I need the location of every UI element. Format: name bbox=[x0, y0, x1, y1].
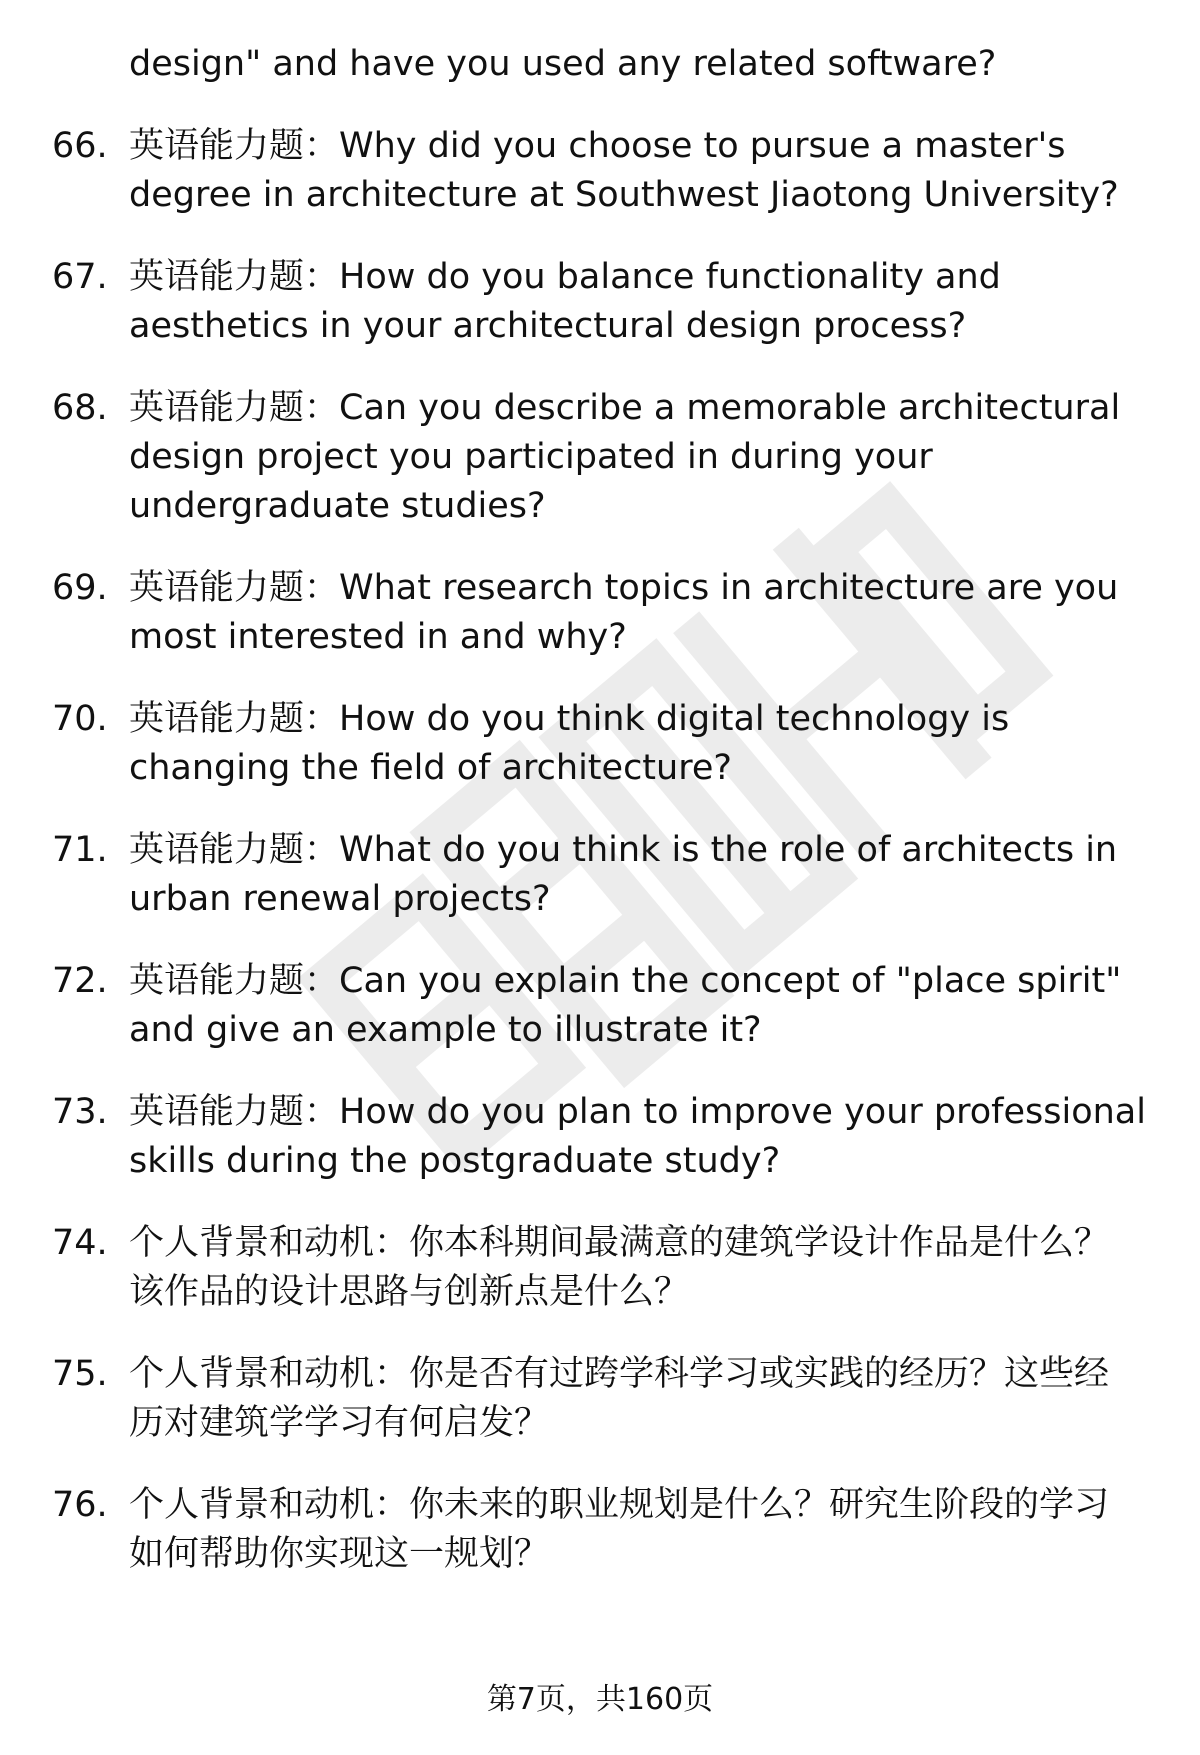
question-number: 67. bbox=[52, 257, 108, 297]
question-line: 英语能力题：Can you explain the concept of "place spirit" bbox=[129, 961, 1122, 1001]
question-number: 75. bbox=[52, 1354, 108, 1394]
question-line: 英语能力题：Why did you choose to pursue a master's bbox=[129, 126, 1066, 166]
question-line: 该作品的设计思路与创新点是什么？ bbox=[129, 1272, 690, 1312]
question-line: 英语能力题：How do you balance functionality and bbox=[129, 257, 1001, 297]
question-line: degree in architecture at Southwest Jiaotong University? bbox=[129, 175, 1119, 215]
question-text bbox=[129, 957, 1162, 1055]
question-line: most interested in and why? bbox=[129, 617, 627, 657]
question-text bbox=[129, 122, 1162, 220]
question-number: 76. bbox=[52, 1485, 108, 1525]
question-item bbox=[52, 253, 1162, 351]
question-item bbox=[52, 1350, 1162, 1448]
question-line: 个人背景和动机：你本科期间最满意的建筑学设计作品是什么？ bbox=[129, 1223, 1110, 1263]
question-line: 历对建筑学学习有何启发？ bbox=[129, 1403, 550, 1443]
question-line: 英语能力题：What do you think is the role of architects in bbox=[129, 830, 1118, 870]
question-item bbox=[52, 1481, 1162, 1579]
question-line: changing the field of architecture? bbox=[129, 748, 732, 788]
question-text bbox=[129, 1350, 1162, 1448]
question-number: 71. bbox=[52, 830, 108, 870]
question-line: design project you participated in during your bbox=[129, 437, 933, 477]
question-text bbox=[129, 564, 1162, 662]
question-item bbox=[52, 695, 1162, 793]
continued-line: design" and have you used any related software? bbox=[129, 44, 997, 84]
question-line: skills during the postgraduate study? bbox=[129, 1141, 781, 1181]
question-number: 72. bbox=[52, 961, 108, 1001]
question-number: 73. bbox=[52, 1092, 108, 1132]
question-text bbox=[129, 384, 1162, 531]
question-line: 英语能力题：How do you think digital technology is bbox=[129, 699, 1010, 739]
question-item bbox=[52, 957, 1162, 1055]
question-line: undergraduate studies? bbox=[129, 486, 546, 526]
question-line: 英语能力题：How do you plan to improve your professional bbox=[129, 1092, 1146, 1132]
question-number: 74. bbox=[52, 1223, 108, 1263]
question-number: 69. bbox=[52, 568, 108, 608]
page-footer: 第7页，共160页 bbox=[486, 1682, 714, 1717]
question-item bbox=[52, 564, 1162, 662]
question-number: 68. bbox=[52, 388, 108, 428]
question-line: 个人背景和动机：你未来的职业规划是什么？研究生阶段的学习 bbox=[129, 1485, 1110, 1525]
question-text bbox=[129, 1481, 1162, 1579]
question-item bbox=[52, 384, 1162, 531]
question-number: 66. bbox=[52, 126, 108, 166]
question-line: 如何帮助你实现这一规划？ bbox=[129, 1534, 550, 1574]
question-line: aesthetics in your architectural design process? bbox=[129, 306, 967, 346]
question-line: urban renewal projects? bbox=[129, 879, 551, 919]
question-text bbox=[129, 253, 1162, 351]
question-item bbox=[52, 826, 1162, 924]
question-text bbox=[129, 1219, 1162, 1317]
question-line: and give an example to illustrate it? bbox=[129, 1010, 762, 1050]
question-line: 个人背景和动机：你是否有过跨学科学习或实践的经历？这些经 bbox=[129, 1354, 1110, 1394]
question-text bbox=[129, 1088, 1162, 1186]
question-item bbox=[52, 1219, 1162, 1317]
question-list bbox=[52, 40, 1162, 1579]
question-text bbox=[129, 695, 1162, 793]
question-line: 英语能力题：What research topics in architecture are you bbox=[129, 568, 1119, 608]
question-line: 英语能力题：Can you describe a memorable architectural bbox=[129, 388, 1121, 428]
question-number: 70. bbox=[52, 699, 108, 739]
question-item bbox=[52, 1088, 1162, 1186]
question-text bbox=[129, 826, 1162, 924]
question-item bbox=[52, 122, 1162, 220]
